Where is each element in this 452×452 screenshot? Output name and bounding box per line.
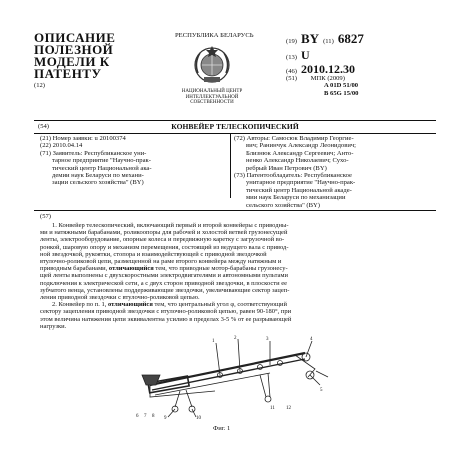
authors-line: ребрый Иван Петрович (BY) <box>246 164 327 172</box>
code-46: (46) <box>286 68 297 75</box>
patentee-line: мии наук Беларуси по механизации <box>246 194 346 202</box>
claim-line: ной звездочкой, рукоятки, стопора и взаимодействующей с приводной звездочкой <box>40 250 267 258</box>
biblio-block <box>286 30 436 97</box>
title-line: ОПИСАНИЕ <box>34 30 116 45</box>
claim-line: этом величина натяжения цепи эквивалентна усилию в пределах 3-5 % от ее разрывающей <box>40 315 292 323</box>
code-12: (12) <box>34 82 45 89</box>
claim-line: подключения к электрической сети, а с двух сторон приводной звездочки, в плоскости ее <box>40 279 288 287</box>
emblem-caption-line: ИНТЕЛЛЕКТУАЛЬНОЙ <box>185 94 239 100</box>
emblem-caption-line: НАЦИОНАЛЬНЫЙ ЦЕНТР <box>181 89 243 94</box>
emblem-caption-line: СОБСТВЕННОСТИ <box>190 100 234 106</box>
patentee-line: тический центр Национальной акаде- <box>246 186 352 194</box>
column-divider <box>230 134 231 198</box>
claim-emphasis: отличающийся <box>107 301 153 309</box>
claim-line <box>40 265 436 272</box>
figure-caption: Фиг. 1 <box>213 425 231 432</box>
ipc-label: МПК (2009) <box>310 75 345 82</box>
claim-line: щей ленты выполнены с двухскоростными электродвигателями и автономными пультами <box>40 272 288 280</box>
ipc-class-1: A 01D 51/00 <box>324 82 359 90</box>
patentee-line: унитарное предприятие "Научно-прак- <box>246 179 356 187</box>
figure-drawing <box>120 335 330 420</box>
republic-label: РЕСПУБЛИКА БЕЛАРУСЬ <box>175 32 254 39</box>
invention-title: КОНВЕЙЕР ТЕЛЕСКОПИЧЕСКИЙ <box>171 122 299 131</box>
code-57: (57) <box>40 213 51 220</box>
figure-label: 9 <box>164 416 167 420</box>
title-line: ПАТЕНТУ <box>34 66 102 81</box>
claim-line: ми и натяжными барабанами, роликоопоры для рабочей и холостой ветвей грузонесущей <box>40 229 288 237</box>
claim-line: ронкой, шаровую опору и механизм перемещения, состоящий из ведущего вала с привод- <box>40 243 289 251</box>
emblem-caption <box>170 89 254 106</box>
figure-label: 12 <box>286 406 291 411</box>
authors-line: ненко Александр Николаевич; Сухо- <box>246 157 349 165</box>
kind-code: U <box>301 48 310 62</box>
emblem-icon <box>190 43 234 87</box>
code-13: (13) <box>286 54 297 61</box>
figure-label: 6 <box>136 414 139 419</box>
figure-label: 2 <box>234 336 237 341</box>
figure-label: 5 <box>320 388 323 393</box>
claim-fragment: тем, что приводные мотор-барабаны грузонесу- <box>155 265 288 273</box>
applicant-line: тический центр Национальной ака- <box>52 164 152 172</box>
conveyor-drawing <box>120 335 330 420</box>
divider <box>34 210 436 211</box>
country-code: BY <box>301 31 320 46</box>
patentee-line: (73) Патентообладатель: Республиканское <box>234 172 352 180</box>
applicant-line: (71) Заявитель: Республиканское уни- <box>40 149 147 157</box>
title-line: ПОЛЕЗНОЙ <box>34 42 114 57</box>
divider <box>34 120 436 121</box>
title-line: МОДЕЛИ К <box>34 54 110 69</box>
authors-line: Близнюк Александр Сергеевич; Анто- <box>246 149 354 157</box>
authors-line: (72) Авторы: Самосюк Владимир Георгие- <box>234 135 354 142</box>
code-51: (51) <box>286 75 297 82</box>
divider <box>34 133 436 134</box>
document-title <box>34 32 115 80</box>
claim-line: 1. Конвейер телескопический, включающий первый и второй конвейеры с приводны- <box>52 222 289 229</box>
left-column <box>40 135 228 187</box>
claim-fragment: приводным барабанами, <box>40 265 108 273</box>
figure-label: 10 <box>196 416 201 420</box>
figure-label: 7 <box>144 414 147 419</box>
claim-line: нагрузки. <box>40 322 67 330</box>
figure-label: 3 <box>266 337 269 342</box>
ipc-class-2: B 65G 15/00 <box>324 89 359 97</box>
figure-label: 11 <box>270 406 275 411</box>
figure-label: 8 <box>152 414 155 419</box>
applicant-line: демии наук Беларуси по механи- <box>52 172 144 180</box>
patentee-line: сельского хозяйства" (BY) <box>246 201 320 209</box>
claim-line: ления приводной звездочки с втулочно-роликовой цепью. <box>40 294 200 302</box>
claim-fragment: 2. Конвейер по п. 1, <box>52 301 107 309</box>
figure-label: 1 <box>212 339 215 344</box>
application-number: (21) Номер заявки: u 20100374 <box>40 135 126 142</box>
code-11: (11) <box>323 38 334 45</box>
applicant-line: зации сельского хозяйства" (BY) <box>52 179 144 187</box>
right-column <box>234 135 436 209</box>
code-19: (19) <box>286 38 297 45</box>
patent-number: 6827 <box>337 31 364 46</box>
claim-line: ленты, электрооборудование, опорные колеса и передвижную каретку с загрузочной во- <box>40 236 285 244</box>
code-54: (54) <box>38 123 49 130</box>
figure-label: 4 <box>310 337 313 342</box>
claim-line: зубчатого венца, установлены поддерживающие звездочки, увеличивающие сектор зацеп- <box>40 286 290 294</box>
claim-line: втулочно-роликовой цепи, размещенной на раме второго конвейера между натяжным и <box>40 258 282 266</box>
applicant-line: тарное предприятие "Научно-прак- <box>52 157 151 165</box>
authors-line: вич; Ранинчук Александр Леонидович; <box>246 142 357 150</box>
claim-fragment: тем, что центральный угол φ, соответствующий <box>154 301 287 309</box>
claims-text <box>40 222 436 330</box>
claim-line <box>40 301 436 308</box>
filing-date: (22) 2010.04.14 <box>40 142 83 150</box>
claim-emphasis: отличающийся <box>108 265 154 273</box>
claim-line: сектору зацепления приводной звездочки с втулочно-роликовой цепью, равен 90-180°, при <box>40 308 292 316</box>
publication-date: 2010.12.30 <box>301 62 355 76</box>
